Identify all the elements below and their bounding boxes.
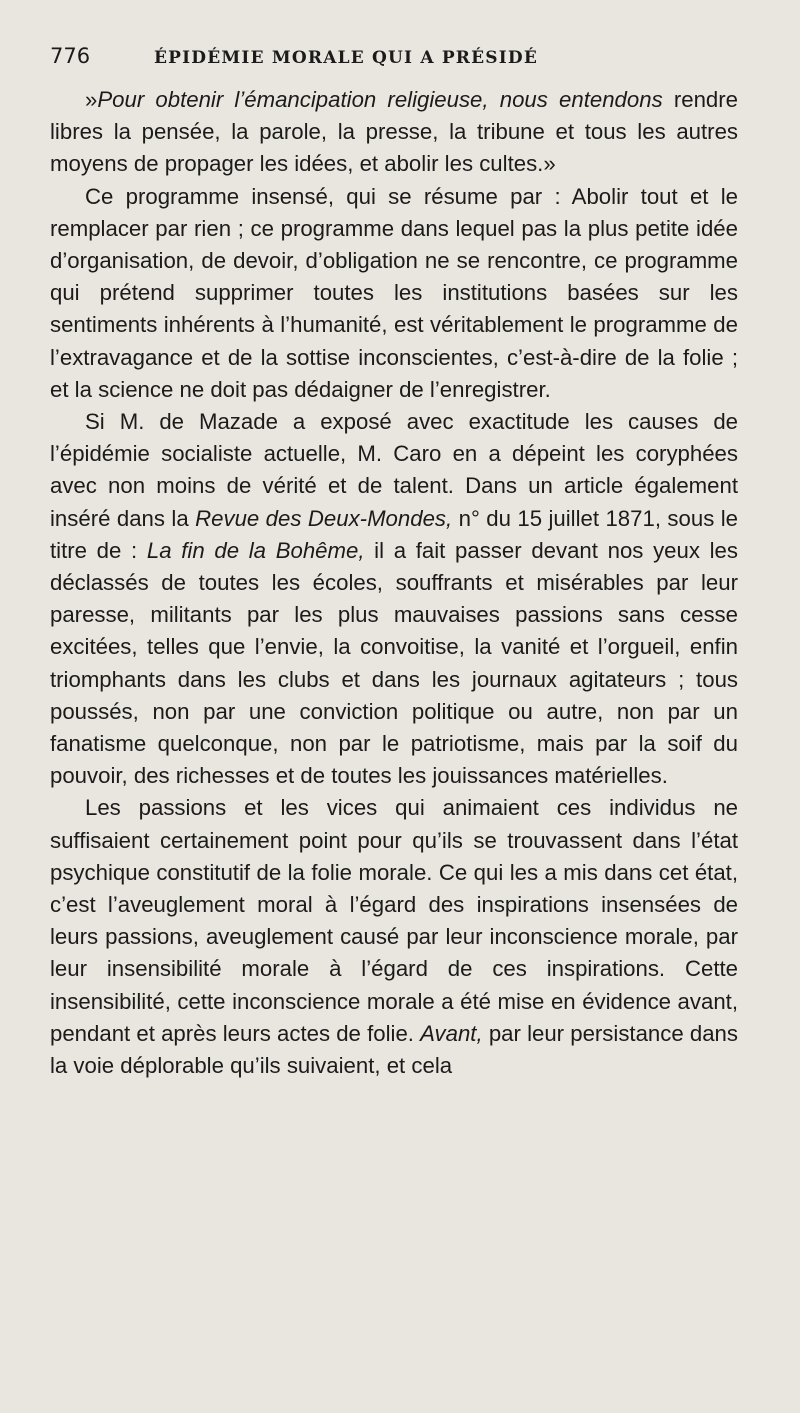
quote-italic-text: Pour obtenir l’émancipation religieuse, nous entendons — [97, 87, 663, 112]
quote-open-mark: » — [85, 87, 98, 112]
body-text — [50, 84, 738, 1082]
running-header — [50, 44, 738, 84]
page-number: 776 — [50, 44, 91, 68]
para2-text-3: il a fait passer devant nos yeux les déclassés de toutes les écoles, souffrants et misérables par leur paresse, militants par les plus mauvaises passions sans cesse excitées, telles que l’envie, la convoitise, la vanité et l’orgueil, enfin triomphants dans les clubs et dans les journaux agitateurs ; tous poussés, non par une conviction politique ou autre, non par un fanatisme quelconque, non par le patriotisme, mais par la soif du pouvoir, des richesses et de toutes les jouissances matérielles. — [50, 537, 738, 789]
quote-rest: rendre libres la pensée, la parole, la presse, la tribune et tous les autres moyens de propager les idées, et abolir les cultes.» — [50, 87, 738, 177]
para2-text-2: n° du 15 juillet 1871, sous le titre de : — [50, 505, 738, 563]
quote-paragraph — [50, 84, 738, 181]
journal-title: Revue des Deux-Mondes, — [195, 505, 453, 531]
paragraph-passions — [50, 792, 738, 1082]
article-title: La fin de la Bohême, — [146, 537, 365, 563]
running-title: ÉPIDÉMIE MORALE QUI A PRÉSIDÉ — [154, 48, 539, 68]
avant-emphasis: Avant, — [420, 1020, 483, 1046]
para2-text-1: Si M. de Mazade a exposé avec exactitude les causes de l’épidémie socialiste actuelle, M. Caro en a dépeint les coryphées avec non moins de vérité et de talent. Dans un article également inséré dans la — [50, 409, 738, 531]
paragraph-mazade-caro — [50, 406, 738, 792]
para3-text-1: Les passions et les vices qui animaient ces individus ne suffisaient certainement point pour qu’ils se trouvassent dans l’état psychique constitutif de la folie morale. Ce qui les a mis dans cet état, c’est l’aveuglement moral à l’égard des inspirations insensées de leurs passions, aveuglement causé par leur inconscience morale, par leur insensibilité morale à l’égard de ces inspirations. Cette insensibilité, cette inconscience morale a été mise en évidence avant, pendant et après leurs actes de folie. — [50, 795, 738, 1046]
paragraph-programme: Ce programme insensé, qui se résume par : Abolir tout et le remplacer par rien ; ce programme dans lequel pas la plus petite idée d’organisation, de devoir, d’obligation ne se rencontre, ce programme qui prétend supprimer toutes les institutions basées sur les sentiments inhérents à l’humanité, est véritablement le programme de l’extravagance et de la sottise inconscientes, c’est-à-dire de la folie ; et la science ne doit pas dédaigner de l’enregistrer. — [50, 183, 738, 402]
para3-text-2: par leur persistance dans la voie déplorable qu’ils suivaient, et cela — [50, 1020, 738, 1079]
